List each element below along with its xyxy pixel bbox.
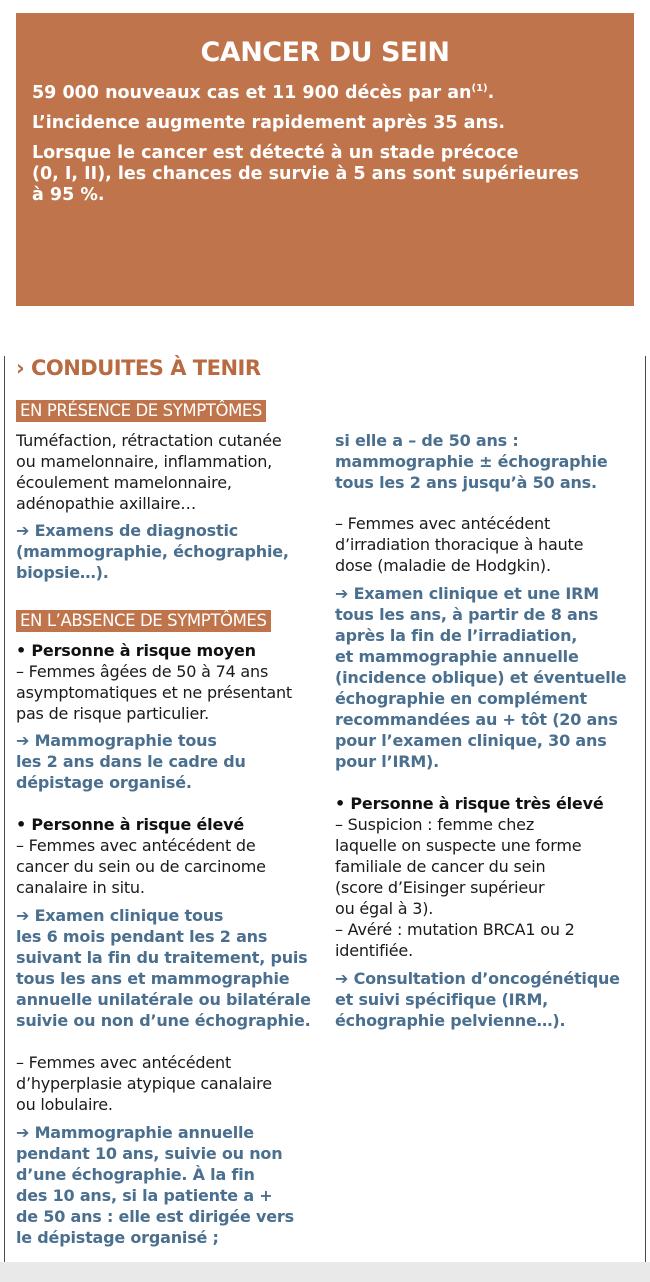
hyperplasie-text: – Femmes avec antécédent d’hyperplasie atypique canalaire ou lobulaire. — [16, 1053, 272, 1114]
irradiation-text: – Femmes avec antécédent d’irradiation thoracique à haute dose (maladie de Hodgkin). — [335, 514, 584, 575]
banner-incidence-line: L’incidence augmente rapidement après 35 ans. — [32, 112, 505, 133]
risk-moyen-text: – Femmes âgées de 50 à 74 ans asymptomatiques et ne présentant pas de risque particulier. — [16, 662, 292, 723]
moins-50-action: si elle a – de 50 ans : mammographie ± échographie tous les 2 ans jusqu’à 50 ans. — [335, 431, 608, 492]
banner-survival-line: Lorsque le cancer est détecté à un stade précoce (0, I, II), les chances de survie à 5 ans sont supérieures à 95 %. — [32, 142, 579, 205]
risk-eleve-action: ➔ Examen clinique tous les 6 mois pendant les 2 ans suivant la fin du traitement, puis tous les ans et mammographie annuelle unilatérale ou bilatérale suivie ou non d’une échographie. — [16, 906, 311, 1030]
banner-stat-line — [32, 78, 618, 104]
risk-tres-eleve-title: • Personne à risque très élevé — [335, 794, 604, 813]
risk-moyen-title: • Personne à risque moyen — [16, 641, 256, 660]
symptoms-action: ➔ Examens de diagnostic (mammographie, échographie, biopsie…). — [16, 521, 289, 582]
hyperplasie-action: ➔ Mammographie annuelle pendant 10 ans, suivie ou non d’une échographie. À la fin des 10 ans, si la patiente a + de 50 ans : elle est dirigée vers le dépistage organisé ; — [16, 1123, 294, 1247]
banner-title: CANCER DU SEIN — [200, 37, 450, 68]
header-banner — [16, 13, 634, 306]
banner-footnote-ref: (1) — [471, 83, 488, 94]
risk-eleve-text: – Femmes avec antécédent de cancer du sein ou de carcinome canalaire in situ. — [16, 836, 266, 897]
tag-absence: EN L’ABSENCE DE SYMPTÔMES — [16, 610, 271, 632]
risk-eleve-title: • Personne à risque élevé — [16, 815, 244, 834]
left-border-line — [4, 356, 5, 1282]
risk-moyen-action: ➔ Mammographie tous les 2 ans dans le cadre du dépistage organisé. — [16, 731, 246, 792]
risk-tres-eleve-text: – Suspicion : femme chez laquelle on suspecte une forme familiale de cancer du sein (score d’Eisinger supérieur ou égal à 3). – Avéré : mutation BRCA1 ou 2 identifiée. — [335, 815, 582, 960]
irradiation-action: ➔ Examen clinique et une IRM tous les ans, à partir de 8 ans après la fin de l’irradiation, et mammographie annuelle (incidence oblique) et éventuelle échographie en complément recommandées au + tôt (20 ans pour l’examen clinique, 30 ans pour l’IRM). — [335, 584, 627, 771]
right-border-line — [645, 356, 646, 1282]
tag-symptoms: EN PRÉSENCE DE SYMPTÔMES — [16, 400, 266, 422]
banner-stat-end: . — [487, 82, 495, 103]
bottom-shade — [0, 1262, 650, 1282]
section-title: › CONDUITES À TENIR — [16, 356, 261, 380]
banner-stat-text: 59 000 nouveaux cas et 11 900 décès par an — [32, 82, 472, 103]
symptoms-text: Tuméfaction, rétractation cutanée ou mamelonnaire, inflammation, écoulement mamelonnaire, adénopathie axillaire… — [16, 431, 282, 513]
risk-tres-eleve-action: ➔ Consultation d’oncogénétique et suivi spécifique (IRM, échographie pelvienne…). — [335, 969, 620, 1030]
